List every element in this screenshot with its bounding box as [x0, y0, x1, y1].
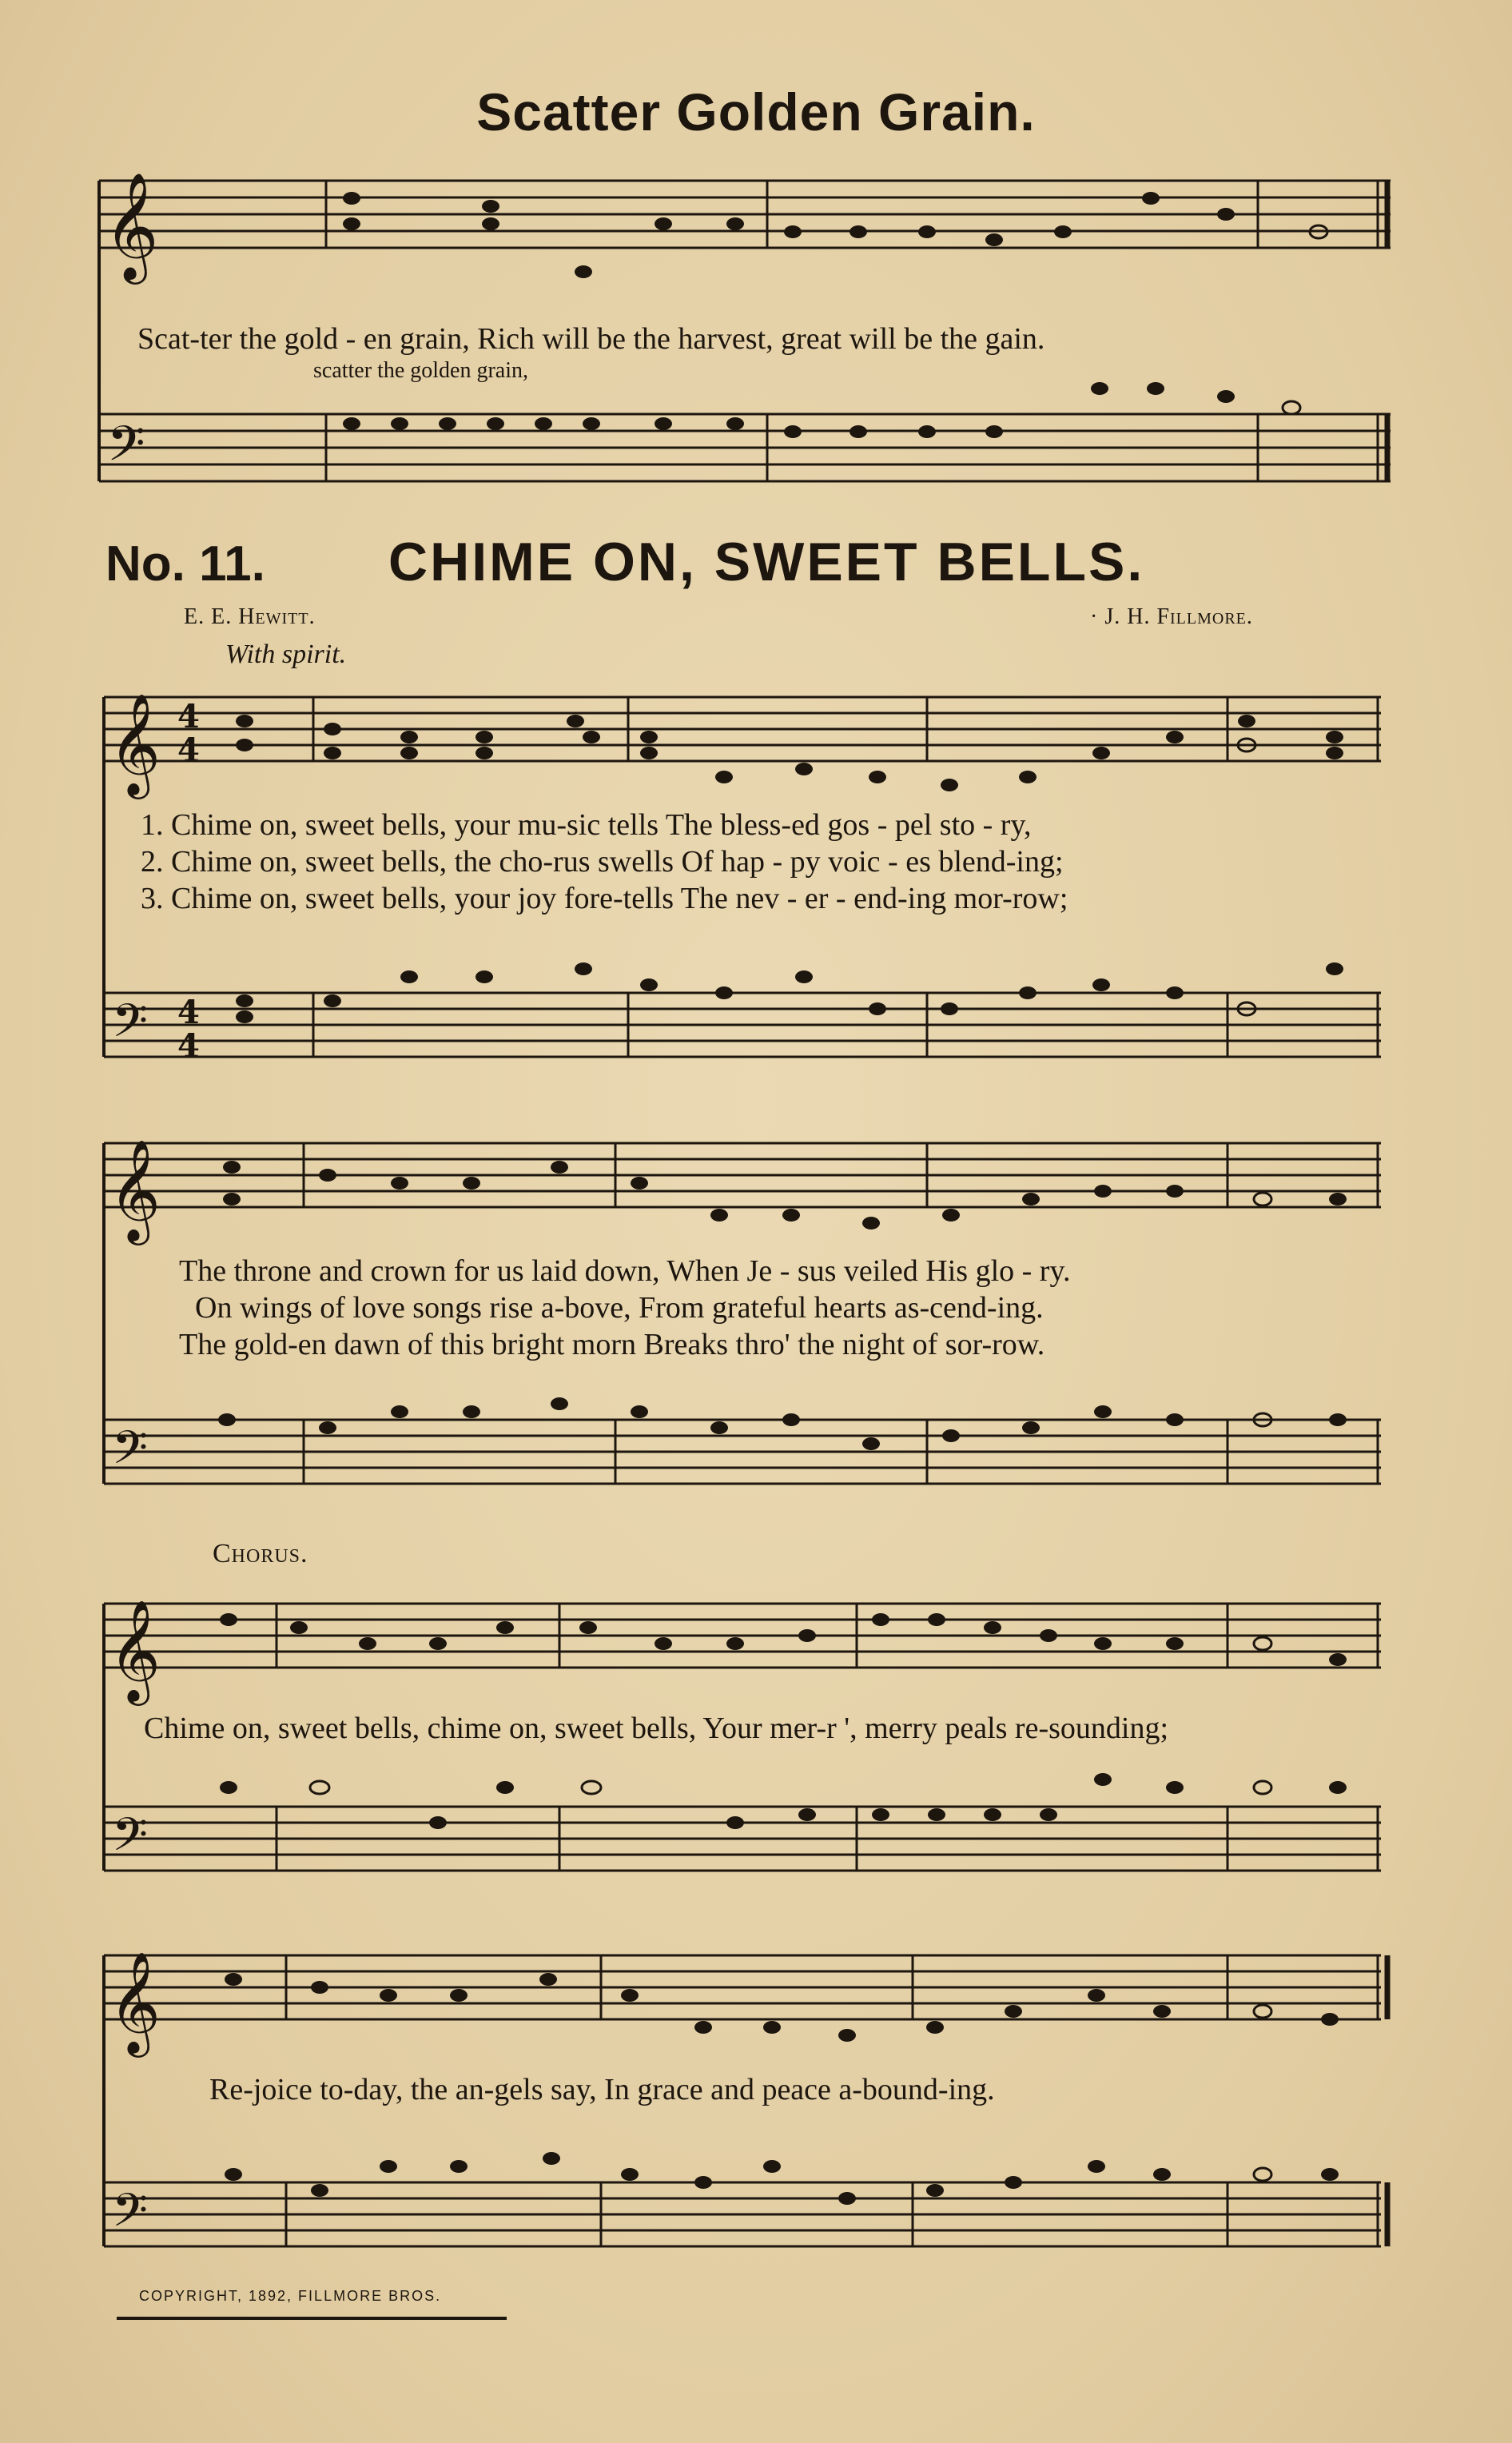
staff-4-treble [104, 1955, 1381, 2019]
copyright-notice: COPYRIGHT, 1892, FILLMORE BROS. [139, 2288, 442, 2304]
footer-rule [117, 2317, 507, 2320]
svg-text:4: 4 [177, 1027, 200, 1065]
staff-1-treble [104, 697, 1381, 761]
svg-text:4: 4 [177, 994, 200, 1031]
top-hymn-lyric: Scat-ter the gold - en grain, Rich will be the harvest, great will be the gain. [137, 322, 1045, 356]
staff-2-treble [104, 1143, 1381, 1207]
hymn-number: No. 11. [105, 536, 265, 592]
svg-text:4: 4 [177, 731, 200, 769]
staff-3-bass [104, 1807, 1381, 1871]
verse-1-line-1: 1. Chime on, sweet bells, your mu-sic tells The bless-ed gos - pel sto - ry, [141, 808, 1032, 842]
staff-4-bass [104, 2182, 1381, 2246]
top-hymn-title: Scatter Golden Grain. [476, 82, 1036, 141]
staff-1-bass [104, 993, 1381, 1057]
staff-2-bass [104, 1420, 1381, 1484]
staff-3-treble [104, 1604, 1381, 1668]
svg-text:𝄞: 𝄞 [109, 1138, 161, 1241]
svg-text:𝄞: 𝄞 [109, 1599, 161, 1701]
chorus-line-2: Re-joice to-day, the an-gels say, In grace and peace a-bound-ing. [209, 2073, 995, 2106]
svg-text:𝄞: 𝄞 [109, 692, 161, 795]
verse-1-line-2: The throne and crown for us laid down, When Je - sus veiled His glo - ry. [179, 1254, 1071, 1288]
staff-top-treble [99, 181, 1391, 248]
svg-text:𝄢: 𝄢 [112, 2183, 149, 2249]
verse-2-line-1: 2. Chime on, sweet bells, the cho-rus swells Of hap - py voic - es blend-ing; [141, 845, 1064, 879]
svg-text:4: 4 [177, 698, 200, 735]
svg-text:𝄢: 𝄢 [107, 416, 145, 484]
verse-2-line-2: On wings of love songs rise a-bove, From grateful hearts as-cend-ing. [195, 1291, 1044, 1325]
staff-top-bass [99, 414, 1391, 481]
svg-text:𝄞: 𝄞 [109, 1951, 161, 2053]
top-hymn-echo: scatter the golden grain, [313, 358, 529, 383]
chorus-line-1: Chime on, sweet bells, chime on, sweet bells, Your mer-r ', merry peals re-sounding; [144, 1712, 1168, 1745]
lyricist-credit: E. E. Hewitt. [184, 604, 316, 629]
hymn-title: CHIME ON, SWEET BELLS. [388, 532, 1145, 592]
verse-3-line-2: The gold-en dawn of this bright morn Breaks thro' the night of sor-row. [179, 1328, 1045, 1361]
svg-text:𝄢: 𝄢 [112, 994, 149, 1059]
tempo-marking: With spirit. [225, 640, 347, 669]
svg-text:𝄢: 𝄢 [112, 1421, 149, 1486]
chorus-label: Chorus. [213, 1539, 308, 1568]
noteheads-staff-1 [236, 715, 1343, 791]
verse-3-line-1: 3. Chime on, sweet bells, your joy fore-tells The nev - er - end-ing mor-row; [141, 882, 1068, 915]
composer-credit: · J. H. Fillmore. [1090, 604, 1253, 629]
svg-text:𝄢: 𝄢 [112, 1807, 149, 1873]
svg-text:𝄞: 𝄞 [104, 172, 159, 280]
